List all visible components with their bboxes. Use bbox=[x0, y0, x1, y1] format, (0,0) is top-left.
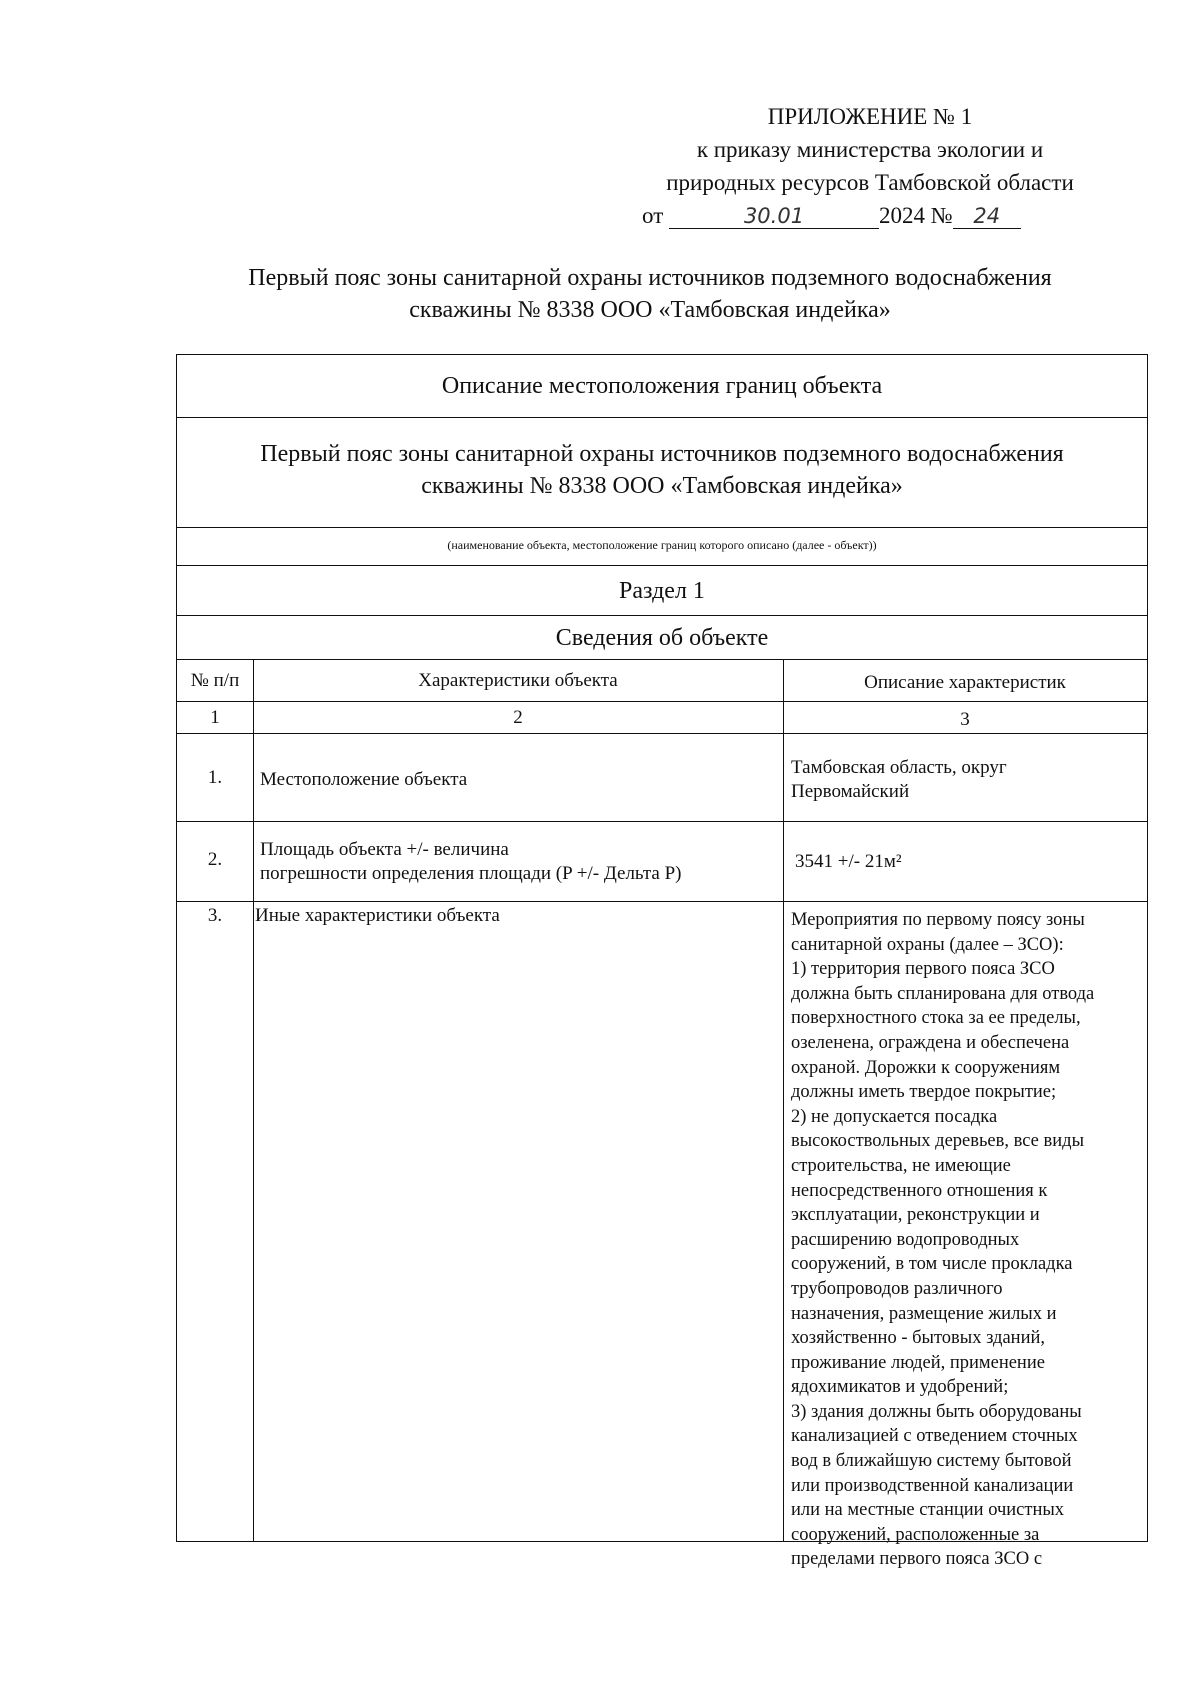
row-3-description-line: эксплуатации, реконструкции и bbox=[791, 1205, 1040, 1226]
row-1-description-line: Тамбовская область, округ bbox=[791, 757, 1007, 778]
row-3-description-line: охраной. Дорожки к сооружениям bbox=[791, 1057, 1061, 1078]
document-title bbox=[140, 262, 1160, 326]
row-3-description-line: или на местные станции очистных bbox=[791, 1500, 1065, 1521]
row-3-description-line: ядохимикатов и удобрений; bbox=[791, 1377, 1009, 1398]
order-line-1: к приказу министерства экологии и bbox=[696, 137, 1044, 162]
row-3-description-line: непосредственного отношения к bbox=[791, 1180, 1048, 1201]
column-header-description: Описание характеристик bbox=[864, 672, 1066, 693]
column-number-1: 1 bbox=[210, 707, 220, 728]
appendix-title: ПРИЛОЖЕНИЕ № 1 bbox=[767, 104, 973, 129]
column-header-characteristic: Характеристики объекта bbox=[418, 670, 618, 691]
row-3-description-line: Мероприятия по первому поясу зоны bbox=[791, 910, 1085, 930]
row-3-description-line: хозяйственно - бытовых зданий, bbox=[791, 1328, 1046, 1349]
row-3-description-line: расширению водопроводных bbox=[791, 1229, 1020, 1250]
row-3-description-line: озеленена, ограждена и обеспечена bbox=[791, 1032, 1070, 1053]
column-header-num: № п/п bbox=[190, 670, 240, 691]
description-heading: Описание местоположения границ объекта bbox=[177, 355, 1147, 418]
row-3-description-line: трубопроводов различного bbox=[791, 1278, 1003, 1299]
table-row bbox=[177, 822, 1147, 902]
row-3-description-line: 1) территория первого пояса ЗСО bbox=[791, 959, 1055, 980]
section-subtitle: Сведения об объекте bbox=[177, 616, 1147, 660]
order-line-2: природных ресурсов Тамбовской области bbox=[666, 170, 1074, 195]
order-date-line bbox=[590, 199, 1150, 232]
order-date-handwritten: 30.01 bbox=[669, 204, 879, 229]
row-3-description-line: должна быть спланирована для отвода bbox=[791, 983, 1095, 1004]
order-number-handwritten: 24 bbox=[953, 204, 1021, 229]
row-2-characteristic-line: погрешности определения площади (P +/- Дельта P) bbox=[260, 863, 682, 884]
column-divider-1 bbox=[253, 660, 254, 1541]
row-1-description-line: Первомайский bbox=[791, 781, 910, 802]
document-title-line-1: Первый пояс зоны санитарной охраны источников подземного водоснабжения bbox=[248, 265, 1052, 291]
row-2-num: 2. bbox=[207, 849, 223, 870]
row-3-description-line: вод в ближайшую систему бытовой bbox=[791, 1451, 1072, 1472]
document-title-line-2: скважины № 8338 ООО «Тамбовская индейка» bbox=[409, 297, 891, 323]
row-3-description-line: назначения, размещение жилых и bbox=[791, 1303, 1057, 1324]
row-2-description: 3541 +/- 21м² bbox=[795, 851, 902, 872]
row-3-characteristic: Иные характеристики объекта bbox=[255, 905, 500, 926]
row-3-description-line: строительства, не имеющие bbox=[791, 1155, 1011, 1176]
object-name-line-1: Первый пояс зоны санитарной охраны источников подземного водоснабжения bbox=[260, 441, 1064, 467]
row-3-description-line: пределами первого пояса ЗСО с bbox=[791, 1549, 1043, 1570]
row-1-description bbox=[783, 756, 1147, 804]
table-row bbox=[177, 902, 1147, 1570]
object-name-line-2: скважины № 8338 ООО «Тамбовская индейка» bbox=[421, 473, 903, 499]
row-3-description-line: 2) не допускается посадка bbox=[791, 1106, 998, 1127]
section-title: Раздел 1 bbox=[177, 566, 1147, 616]
row-3-description-line: сооружений, в том числе прокладка bbox=[791, 1254, 1073, 1275]
table-column-numbers-row bbox=[177, 702, 1147, 734]
row-3-description-line: или производственной канализации bbox=[791, 1475, 1074, 1496]
row-3-description-line: сооружений, расположенные за bbox=[791, 1524, 1040, 1545]
row-3-description-line: высокоствольных деревьев, все виды bbox=[791, 1131, 1085, 1152]
row-1-characteristic: Местоположение объекта bbox=[260, 769, 468, 790]
from-label: от bbox=[642, 203, 664, 228]
appendix-header bbox=[590, 100, 1150, 232]
column-divider-2 bbox=[783, 660, 784, 1541]
row-3-description-line: должны иметь твердое покрытие; bbox=[791, 1082, 1057, 1103]
row-3-description-line: поверхностного стока за ее пределы, bbox=[791, 1008, 1081, 1029]
column-number-2: 2 bbox=[513, 707, 523, 728]
row-1-num: 1. bbox=[207, 767, 223, 788]
row-2-characteristic-line: Площадь объекта +/- величина bbox=[260, 839, 509, 860]
row-3-description-line: проживание людей, применение bbox=[791, 1352, 1045, 1373]
row-3-description-line: санитарной охраны (далее – ЗСО): bbox=[791, 934, 1064, 955]
row-2-characteristic bbox=[253, 838, 783, 886]
table-header-row bbox=[177, 660, 1147, 702]
column-number-3: 3 bbox=[960, 709, 970, 730]
row-3-num: 3. bbox=[207, 905, 223, 926]
object-name-hint: (наименование объекта, местоположение границ которого описано (далее - объект)) bbox=[177, 528, 1147, 566]
order-year: 2024 № bbox=[879, 203, 953, 228]
row-3-description-line: канализацией с отведением сточных bbox=[791, 1426, 1078, 1447]
table-row bbox=[177, 734, 1147, 822]
row-3-description bbox=[783, 908, 1147, 1572]
object-name bbox=[177, 418, 1147, 528]
row-3-description-line: 3) здания должны быть оборудованы bbox=[791, 1401, 1082, 1422]
boundary-description-form bbox=[176, 354, 1148, 1570]
